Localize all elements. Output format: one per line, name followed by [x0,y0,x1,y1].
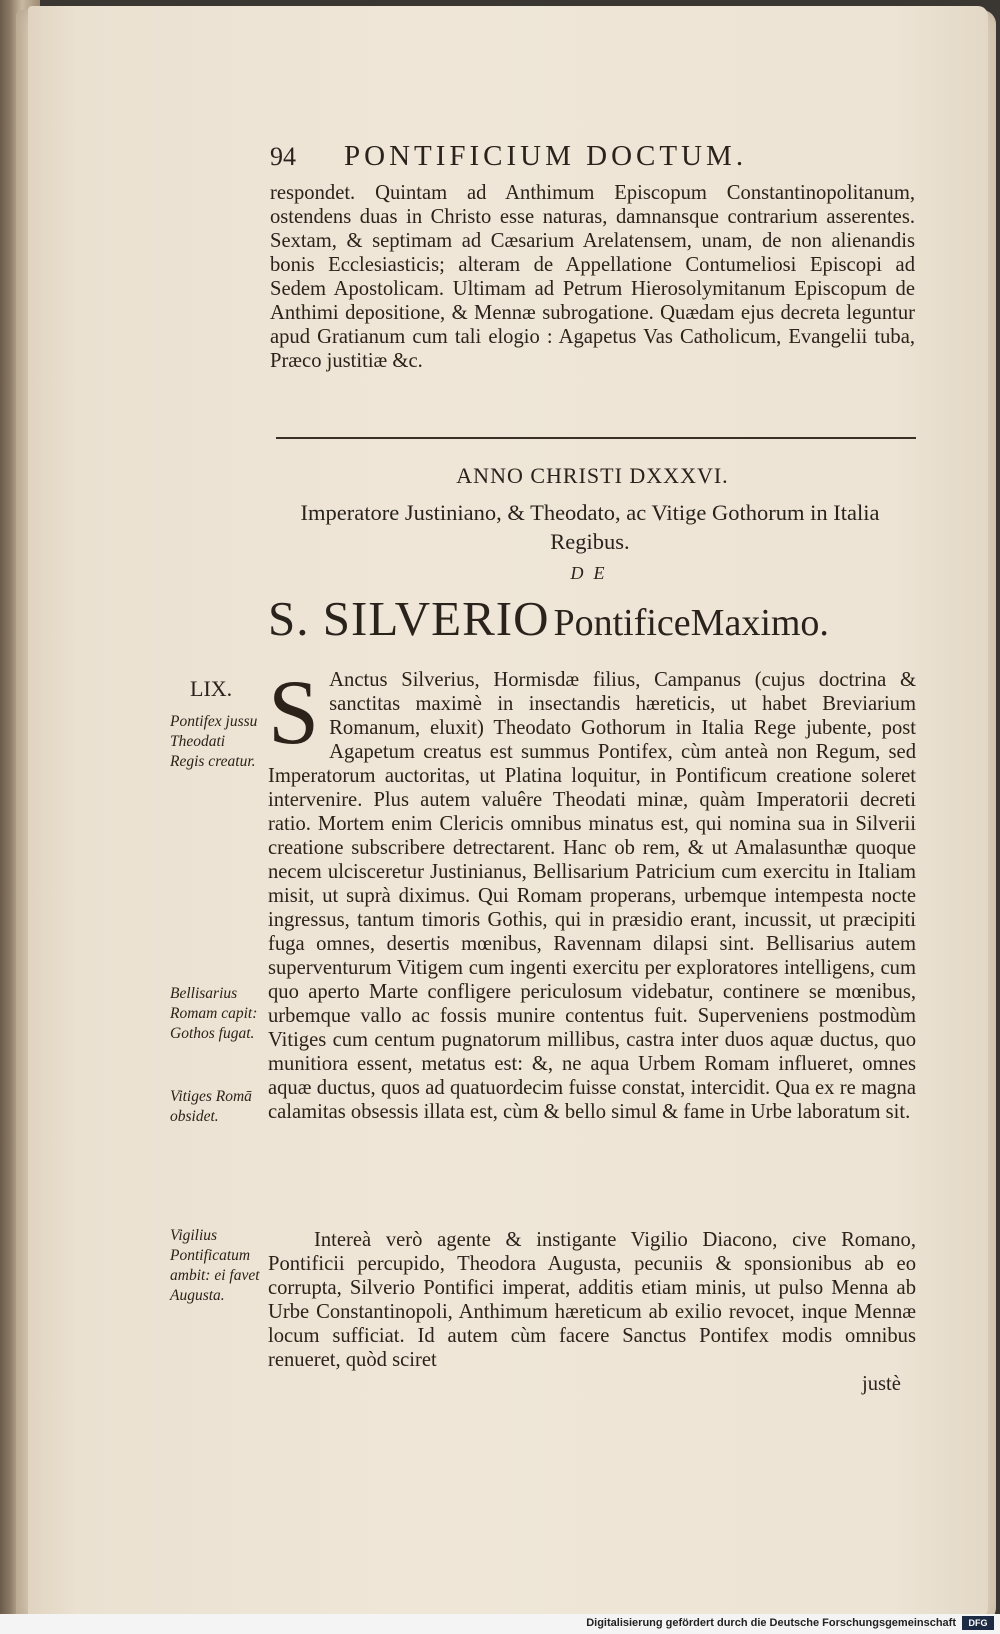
anno-heading: ANNO CHRISTI DXXXVI. [456,463,729,488]
margin-note-1: Pontifex jussu Theodati Regis creatur. [170,713,258,770]
paragraph-3: Intereà verò agente & instigante Vigilio Diacono, cive Romano, Pontificii percupido, Theodora Augusta, pecuniis & sponsionibus ab eo corrupta, Silverio Pontifici imperat, additis etiam minis, ut pulso Menna ab Urbe Constantinopoli, Anthimum hæreticum ab exilio revocet, inque Mennæ locum sufficiat. Id autem cùm facere Sanctus Pontifex modis omnibus renueret, quòd sciret [268,1229,916,1371]
chapter-title [268,590,928,647]
margin-note-3: Vitiges Romā obsidet. [170,1088,252,1125]
margin-note-4: Vigilius Pontificatum ambit: ei favet Augusta. [170,1227,260,1304]
dfg-logo: DFG [962,1616,994,1630]
chapter-title-rest: PontificeMaximo. [553,602,829,644]
section-number: LIX. [190,676,233,701]
imperatore-subheading: Imperatore Justiniano, & Theodato, ac Vitige Gothorum in Italia Regibus. [300,500,880,554]
running-title: PONTIFICIUM DOCTUM. [344,140,748,172]
folio-number: 94 [270,142,296,171]
margin-note-2: Bellisarius Romam capit: Gothos fugat. [170,985,258,1042]
drop-cap: S [268,661,320,763]
de-heading: DE [570,563,615,583]
paragraph-2-text: Anctus Silverius, Hormisdæ filius, Campanus (cujus doctrina & sanctitas maximè in insectandis hæreticis, ut habet Breviarium Romanum, eluxit) Theodato Gothorum in Italia Rege jubente, post Agapetum creatus est summus Pontifex, cùm anteà non Regum, sed Imperatorum auctoritas, ut Platina loquitur, in Pontificum creatione soleret intervenire. Plus autem valuêre Theodati minæ, quàm Imperatorii decreti ratio. Mortem enim Clericis omnibus minatus est, qui nomina sua in Silverii creatione subscribere detrectarent. Hanc ob rem, & ut Amalasunthæ quoque necem ulcisceretur Justinianus, Bellisarium Patricium cum exercitu in Italiam misit, ut suprà diximus. Qui Romam properans, urbemque intempesta nocte ingressus, tantum timoris Gothis, qui in præsidio erant, incussit, ut præcipiti fuga omnes, desertis mœnibus, Ravennam dilapsi sint. Bellisarius autem superventurum Vitigem cum ingenti exercitu per exploratores intelligens, cum quo aperto Marte confligere periculosum videbatur, continere se mœnibus, urbemque vallo ac fossis munire contentus fuit. Superveniens postmodùm Vitiges cum centum pugnatorum millibus, castra inter duos aquæ ductus, quo munitiora essent, metatus est: &, ne aqua Urbem Romam influeret, omnes aquæ ductus, quos ad quatuordecim fuisse constat, intercidit. Qua ex re magna calamitas obsessis illata est, cùm & bello simul & fame in Urbe laboratum sit. [268,669,916,1123]
section-divider [276,437,916,439]
paragraph-2 [268,661,916,1124]
footer-credit: Digitalisierung gefördert durch die Deutsche Forschungsgemeinschaft [586,1617,956,1629]
chapter-title-name: S. SILVERIO [268,591,550,646]
catchword: justè [862,1373,901,1395]
page-header [270,140,890,173]
paragraph-1: respondet. Quintam ad Anthimum Episcopum Constantinopolitanum, ostendens duas in Christo esse naturas, damnansque contrarium asserentes. Sextam, & septimam ad Cæsarium Arelatensem, unam, de non alienandis bonis Ecclesiasticis; alteram de Appellatione Contumeliosi Episcopi ad Sedem Apostolicam. Ultimam ad Petrum Hierosolymitanum Episcopum de Anthimi depositione, & Mennæ subrogatione. Quædam ejus decreta leguntur apud Gratianum cum tali elogio : Agapetus Vas Catholicum, Evangelii tuba, Præco justitiæ &c. [270,182,915,372]
